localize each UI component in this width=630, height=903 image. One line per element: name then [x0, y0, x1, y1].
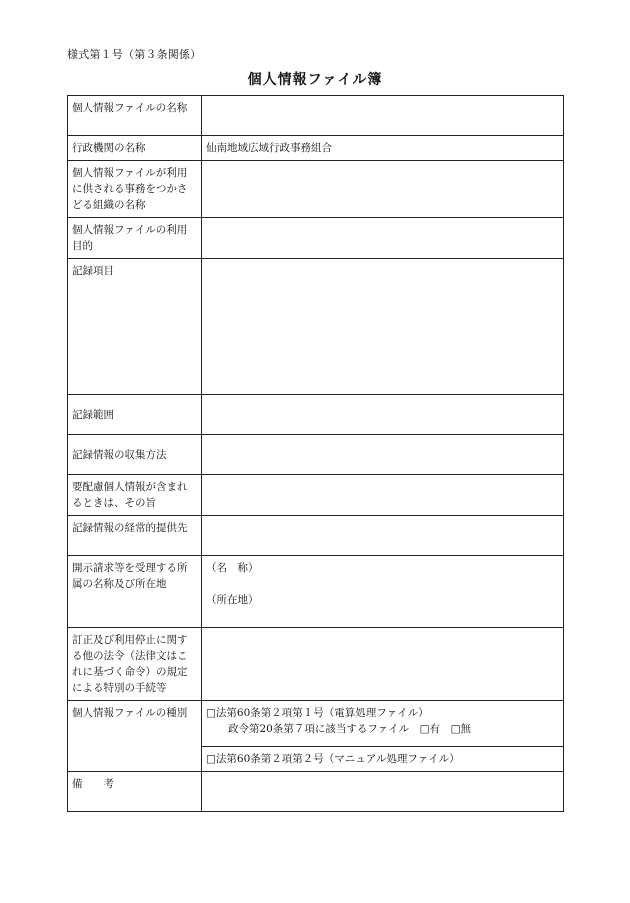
table-row	[68, 516, 564, 556]
row-value-file-name[interactable]	[202, 96, 564, 136]
table-row	[68, 96, 564, 136]
office-name-label: （名 称）	[206, 562, 259, 574]
row-value-file-type-computer[interactable]	[202, 701, 564, 747]
row-label-collection-method: 記録情報の収集方法	[68, 435, 202, 475]
row-value-remarks[interactable]	[202, 772, 564, 812]
row-value-special-procedures[interactable]	[202, 628, 564, 701]
option-manual-file[interactable]: □法第60条第２項第２号（マニュアル処理ファイル）	[202, 747, 564, 772]
row-label-special-procedures: 訂正及び利用停止に関する他の法令（法律文はこれに基づく命令）の規定による特別の手続等	[68, 628, 202, 701]
row-value-purpose[interactable]	[202, 218, 564, 259]
table-row	[68, 435, 564, 475]
row-label-agency-name: 行政機関の名称	[68, 136, 202, 161]
row-value-sensitive-info[interactable]	[202, 475, 564, 516]
row-value-record-scope[interactable]	[202, 395, 564, 435]
office-address-label: （所在地）	[206, 594, 259, 606]
document-title: 個人情報ファイル簿	[247, 72, 383, 88]
personal-info-file-register-table	[67, 95, 564, 812]
table-row	[68, 395, 564, 435]
table-row	[68, 218, 564, 259]
row-label-receiving-office: 開示請求等を受理する所属の名称及び所在地	[68, 556, 202, 628]
table-row	[68, 259, 564, 395]
row-value-receiving-office[interactable]	[202, 556, 564, 628]
table-row	[68, 136, 564, 161]
row-value-organization-name[interactable]	[202, 161, 564, 218]
option-computer-file[interactable]: □法第60条第２項第１号（電算処理ファイル）	[206, 707, 429, 719]
row-label-file-type: 個人情報ファイルの種別	[68, 701, 202, 772]
table-row	[68, 161, 564, 218]
row-label-sensitive-info: 要配慮個人情報が含まれるときは、その旨	[68, 475, 202, 516]
option-ordinance-applicable[interactable]: 政令第20条第７項に該当するファイル □有 □無	[228, 723, 471, 735]
row-label-file-name: 個人情報ファイルの名称	[68, 96, 202, 136]
table-row	[68, 628, 564, 701]
row-label-regular-recipients: 記録情報の経常的提供先	[68, 516, 202, 556]
row-label-record-scope: 記録範囲	[68, 395, 202, 435]
table-row	[68, 701, 564, 747]
row-value-agency-name[interactable]: 仙南地域広域行政事務組合	[202, 136, 564, 161]
row-value-collection-method[interactable]	[202, 435, 564, 475]
row-label-organization-name: 個人情報ファイルが利用に供される事務をつかさどる組織の名称	[68, 161, 202, 218]
table-row	[68, 475, 564, 516]
row-label-purpose: 個人情報ファイルの利用目的	[68, 218, 202, 259]
form-number: 様式第１号（第３条関係）	[67, 48, 202, 61]
row-label-remarks: 備 考	[68, 772, 202, 812]
row-label-record-items: 記録項目	[68, 259, 202, 395]
table-row	[68, 772, 564, 812]
row-value-record-items[interactable]	[202, 259, 564, 395]
row-value-regular-recipients[interactable]	[202, 516, 564, 556]
table-row	[68, 556, 564, 628]
